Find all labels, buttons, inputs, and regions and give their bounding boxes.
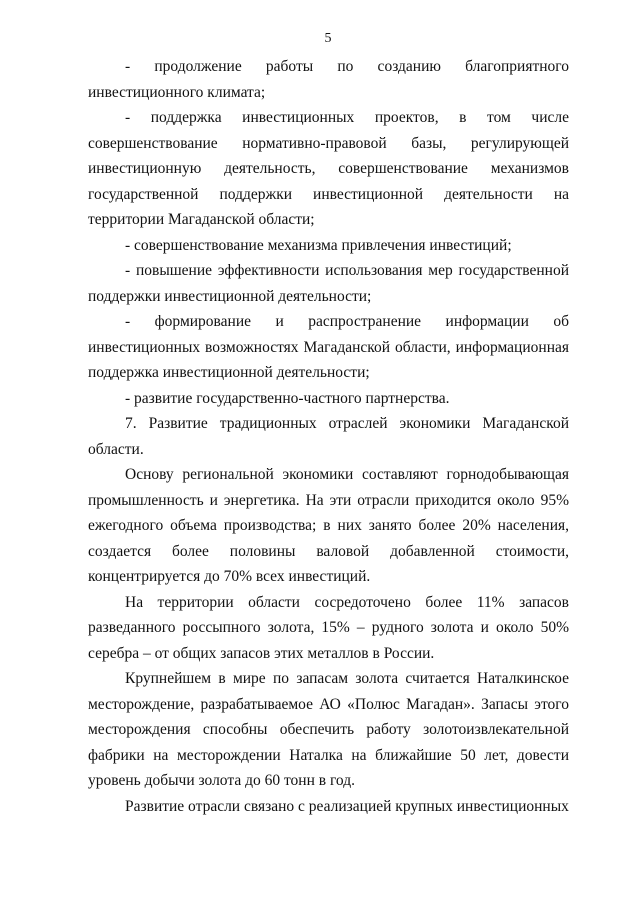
list-item-investment-climate: - продолжение работы по созданию благоприятного инвестиционного климата; [88, 58, 569, 101]
list-item-efficiency: - повышение эффективности использования мер государственной поддержки инвестиционной деятельности; [88, 262, 569, 305]
list-item-attract-investment: - совершенствование механизма привлечения инвестиций; [125, 236, 512, 254]
list-item-information: - формирование и распространение информации об инвестиционных возможностях Магаданской области, информационная поддержка инвестиционной деятельности; [88, 313, 569, 381]
list-item-project-support: - поддержка инвестиционных проектов, в том числе совершенствование нормативно-правовой базы, регулирующей инвестиционную деятельность, совершенствование механизмов государственной поддержки инвестиционной деятельности на территории Магаданской области; [88, 109, 569, 228]
paragraph-gold-reserves: На территории области сосредоточено более 11% запасов разведанного россыпного золота, 15% – рудного золота и около 50% серебра – от общих запасов этих металлов в России. [88, 593, 569, 662]
paragraph-natalka-deposit: Крупнейшем в мире по запасам золота считается Наталкинское месторождение, разрабатываемое АО «Полюс Магадан». Запасы этого месторождения способны обеспечить работу золотоизвлекательной фабрики на месторождении Наталка на ближайшие 50 лет, довести уровень добычи золота до 60 тонн в год. [88, 670, 569, 789]
paragraph-economy-basis: Основу региональной экономики составляют горнодобывающая промышленность и энергетика. На эти отрасли приходится около 95% ежегодного объема производства; в них занято более 20% населения, создается более половины валовой добавленной стоимости, концентрируется до 70% всех инвестиций. [88, 466, 569, 585]
section-heading: 7. Развитие традиционных отраслей экономики Магаданской области. [88, 415, 569, 458]
paragraph-industry-development: Развитие отрасли связано с реализацией крупных инвестиционных [125, 797, 569, 815]
document-body [88, 54, 569, 819]
page-number: 5 [324, 31, 332, 46]
list-item-partnership: - развитие государственно-частного партнерства. [125, 389, 450, 407]
